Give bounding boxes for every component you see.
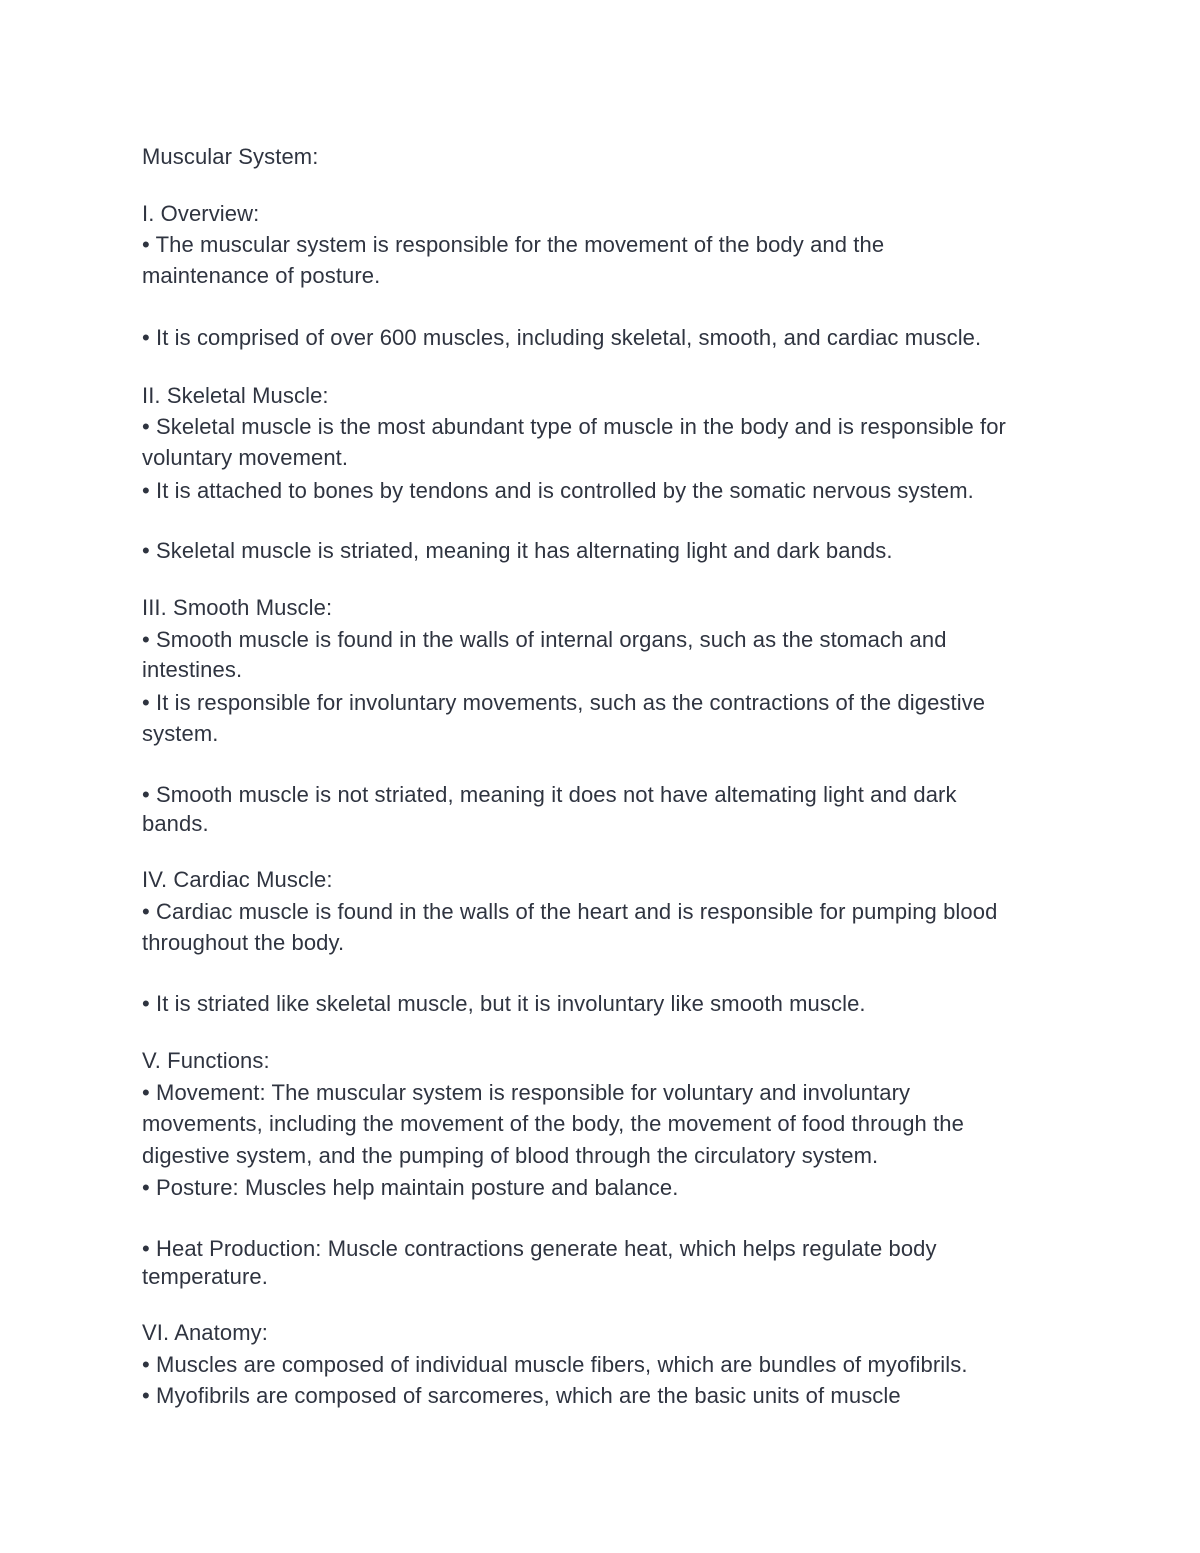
bullet-line: system. [142, 721, 219, 746]
bullet-line: • Muscles are composed of individual muscle fibers, which are bundles of myofibrils. [142, 1352, 968, 1377]
section-heading-cardiac-muscle: IV. Cardiac Muscle: [142, 867, 333, 892]
section-heading-anatomy: VI. Anatomy: [142, 1320, 268, 1345]
bullet-line: • The muscular system is responsible for the movement of the body and the [142, 232, 885, 257]
bullet-line: maintenance of posture. [142, 263, 381, 288]
bullet-line: temperature. [142, 1264, 268, 1289]
bullet-line: • Cardiac muscle is found in the walls of the heart and is responsible for pumping blood [142, 899, 998, 924]
bullet-line: intestines. [142, 657, 243, 682]
bullet-line: voluntary movement. [142, 445, 349, 470]
bullet-line: • Smooth muscle is not striated, meaning it does not have altemating light and dark [142, 782, 957, 807]
bullet-line: • It is responsible for involuntary movements, such as the contractions of the digestive [142, 690, 986, 715]
section-heading-overview: I. Overview: [142, 201, 260, 226]
bullet-line: movements, including the movement of the body, the movement of food through the [142, 1111, 964, 1136]
bullet-line: • Skeletal muscle is the most abundant type of muscle in the body and is responsible for [142, 414, 1006, 439]
bullet-line: • It is striated like skeletal muscle, but it is involuntary like smooth muscle. [142, 991, 866, 1016]
section-heading-functions: V. Functions: [142, 1048, 270, 1073]
section-heading-smooth-muscle: III. Smooth Muscle: [142, 595, 333, 620]
section-heading-skeletal-muscle: II. Skeletal Muscle: [142, 383, 329, 408]
bullet-line: digestive system, and the pumping of blood through the circulatory system. [142, 1143, 879, 1168]
bullet-line: throughout the body. [142, 930, 345, 955]
bullet-line: • Myofibrils are composed of sarcomeres, which are the basic units of muscle [142, 1383, 901, 1408]
bullet-line: • Posture: Muscles help maintain posture and balance. [142, 1175, 679, 1200]
bullet-line: • Skeletal muscle is striated, meaning it has alternating light and dark bands. [142, 538, 893, 563]
bullet-line: • Smooth muscle is found in the walls of internal organs, such as the stomach and [142, 627, 947, 652]
document-title: Muscular System: [142, 144, 319, 169]
bullet-line: • Heat Production: Muscle contractions generate heat, which helps regulate body [142, 1236, 937, 1261]
bullet-line: bands. [142, 811, 209, 836]
bullet-line: • It is comprised of over 600 muscles, including skeletal, smooth, and cardiac muscle. [142, 325, 982, 350]
bullet-line: • It is attached to bones by tendons and is controlled by the somatic nervous system. [142, 478, 974, 503]
bullet-line: • Movement: The muscular system is responsible for voluntary and involuntary [142, 1080, 911, 1105]
